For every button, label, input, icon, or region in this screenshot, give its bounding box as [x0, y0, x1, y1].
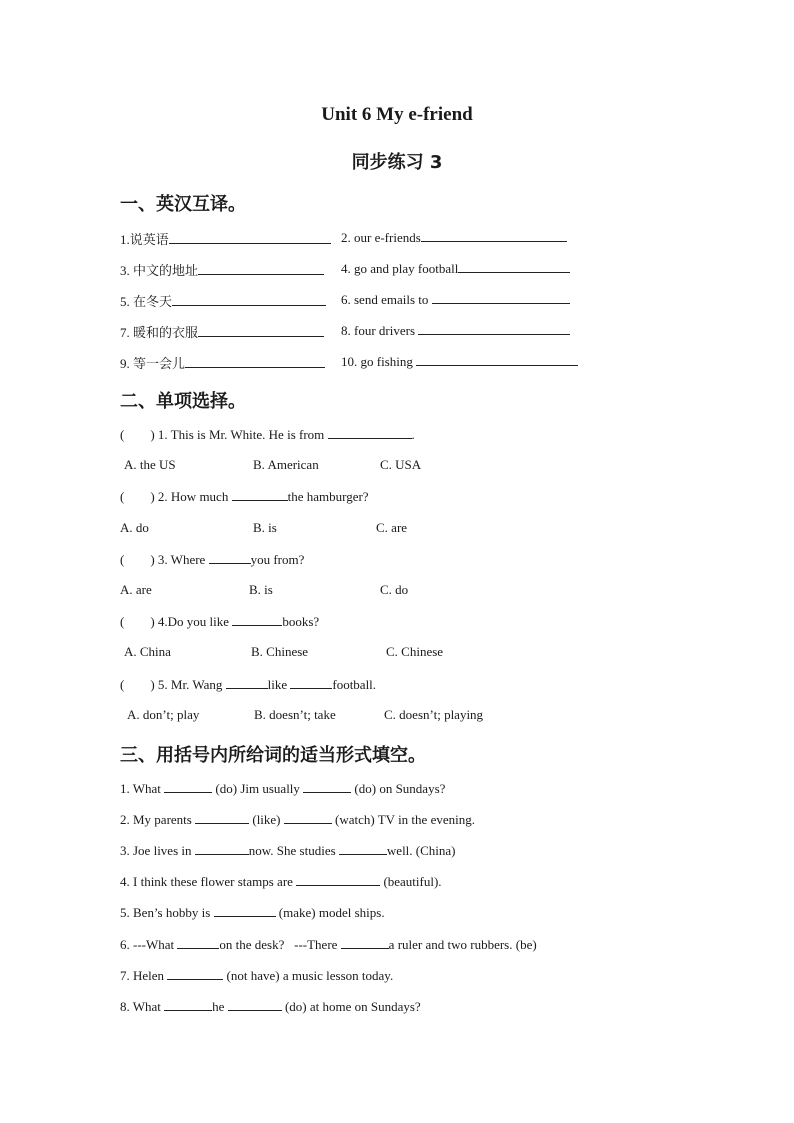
option-b[interactable]: B. is	[249, 582, 273, 597]
fill-blank[interactable]	[303, 780, 351, 793]
sentence-text: 8. What	[120, 999, 165, 1014]
option-c[interactable]: C. are	[376, 520, 408, 535]
option-a[interactable]: A. are	[120, 582, 152, 597]
fill-blank[interactable]	[296, 873, 380, 886]
fill-blank[interactable]	[164, 998, 212, 1011]
sentence-text: now. She studies	[248, 843, 339, 858]
answer-paren[interactable]: ( )	[120, 614, 155, 629]
item-text: 5. 在冬天	[120, 294, 173, 309]
sentence-text: well. (China)	[386, 843, 456, 858]
fill-blank[interactable]	[195, 811, 249, 824]
item-text: 8. four drivers	[341, 323, 419, 338]
answer-blank[interactable]	[432, 291, 570, 304]
translate-item-7	[120, 322, 324, 341]
sentence-text: 4. I think these flower stamps are	[120, 874, 297, 889]
section1-heading: 一、英汉互译。	[120, 194, 246, 215]
fill-blank[interactable]	[214, 904, 276, 917]
question-text: 3. Where	[157, 552, 209, 567]
page-subtitle: 同步练习 3	[351, 152, 443, 173]
fill-sentence-3	[120, 842, 456, 859]
sentence-text: he	[212, 999, 228, 1014]
sentence-text: 6. ---What	[120, 937, 178, 952]
answer-blank[interactable]	[418, 322, 570, 335]
fill-sentence-5	[120, 904, 385, 921]
item-text: 10. go fishing	[341, 354, 417, 369]
translate-item-4	[341, 260, 570, 277]
option-c[interactable]: C. doesn’t; playing	[384, 707, 484, 722]
option-b[interactable]: B. is	[253, 520, 277, 535]
question-text: the hamburger?	[287, 489, 369, 504]
answer-blank[interactable]	[198, 324, 324, 337]
question-text: you from?	[250, 552, 305, 567]
translate-item-10	[341, 353, 578, 370]
option-a[interactable]: A. don’t; play	[127, 707, 200, 722]
question-text: 1. This is Mr. White. He is from	[157, 427, 328, 442]
item-text: 1.说英语	[120, 232, 169, 247]
section3-heading: 三、用括号内所给词的适当形式填空。	[120, 745, 426, 766]
fill-blank[interactable]	[177, 936, 219, 949]
answer-blank[interactable]	[185, 355, 325, 368]
option-c[interactable]: C. Chinese	[386, 644, 444, 659]
fill-sentence-7	[120, 967, 393, 984]
choice-question-5	[120, 676, 376, 693]
section2-heading: 二、单项选择。	[120, 391, 246, 412]
fill-blank[interactable]	[167, 967, 223, 980]
item-text: 4. go and play football	[341, 261, 459, 276]
question-text: 5. Mr. Wang	[157, 677, 226, 692]
option-b[interactable]: B. Chinese	[251, 644, 309, 659]
question-text: football.	[332, 677, 377, 692]
answer-paren[interactable]: ( )	[120, 552, 155, 567]
choice-question-3	[120, 551, 304, 568]
sentence-text: (like)	[249, 812, 284, 827]
sentence-text: 7. Helen	[120, 968, 168, 983]
sentence-text: on the desk? ---There	[219, 937, 341, 952]
answer-blank[interactable]	[169, 231, 331, 244]
translate-item-6	[341, 291, 570, 308]
answer-paren[interactable]: ( )	[120, 427, 155, 442]
fill-sentence-6	[120, 936, 537, 953]
fill-blank[interactable]	[195, 842, 249, 855]
fill-blank[interactable]	[228, 998, 282, 1011]
question-blank	[290, 676, 332, 689]
fill-sentence-1	[120, 780, 445, 797]
item-text: 2. our e-friends	[341, 230, 421, 245]
question-blank	[232, 488, 288, 501]
translate-item-9	[120, 353, 325, 372]
question-blank	[328, 426, 412, 439]
sentence-text: (not have) a music lesson today.	[223, 968, 394, 983]
answer-blank[interactable]	[198, 262, 324, 275]
item-text: 9. 等一会儿	[120, 356, 186, 371]
question-blank	[226, 676, 268, 689]
choice-question-4	[120, 613, 319, 630]
sentence-text: 3. Joe lives in	[120, 843, 195, 858]
option-a[interactable]: A. do	[120, 520, 149, 535]
option-b[interactable]: B. doesn’t; take	[254, 707, 336, 722]
item-text: 3. 中文的地址	[120, 263, 199, 278]
question-blank	[209, 551, 251, 564]
sentence-text: (do) on Sundays?	[351, 781, 446, 796]
question-text: books?	[282, 614, 320, 629]
fill-blank[interactable]	[339, 842, 387, 855]
sentence-text: (do) at home on Sundays?	[281, 999, 421, 1014]
choice-question-2	[120, 488, 369, 505]
sentence-text: 1. What	[120, 781, 165, 796]
sentence-text: (beautiful).	[380, 874, 442, 889]
translate-item-1	[120, 229, 331, 248]
translate-item-2	[341, 229, 567, 246]
translate-item-5	[120, 291, 326, 310]
option-c[interactable]: C. USA	[380, 457, 422, 472]
answer-blank[interactable]	[458, 260, 570, 273]
option-a[interactable]: A. China	[124, 644, 171, 659]
sentence-text: a ruler and two rubbers. (be)	[388, 937, 537, 952]
fill-sentence-4	[120, 873, 442, 890]
item-text: 7. 暖和的衣服	[120, 325, 199, 340]
question-blank	[232, 613, 282, 626]
question-text: 2. How much	[157, 489, 232, 504]
translate-item-3	[120, 260, 324, 279]
fill-sentence-8	[120, 998, 421, 1015]
answer-blank[interactable]	[172, 293, 326, 306]
item-text: 6. send emails to	[341, 292, 432, 307]
answer-paren[interactable]: ( )	[120, 677, 155, 692]
option-c[interactable]: C. do	[380, 582, 409, 597]
sentence-text: (do) Jim usually	[212, 781, 304, 796]
sentence-text: (watch) TV in the evening.	[331, 812, 475, 827]
question-text: like	[267, 677, 291, 692]
question-text: 4.Do you like	[157, 614, 233, 629]
answer-blank[interactable]	[421, 229, 567, 242]
translate-item-8	[341, 322, 570, 339]
fill-blank[interactable]	[341, 936, 389, 949]
choice-question-1	[120, 426, 415, 443]
answer-blank[interactable]	[416, 353, 578, 366]
sentence-text: 2. My parents	[120, 812, 196, 827]
option-a[interactable]: A. the US	[124, 457, 176, 472]
page-title: Unit 6 My e-friend	[321, 104, 473, 125]
fill-blank[interactable]	[284, 811, 332, 824]
answer-paren[interactable]: ( )	[120, 489, 155, 504]
sentence-text: 5. Ben’s hobby is	[120, 905, 214, 920]
fill-blank[interactable]	[164, 780, 212, 793]
sentence-text: (make) model ships.	[275, 905, 385, 920]
option-b[interactable]: B. American	[253, 457, 319, 472]
fill-sentence-2	[120, 811, 475, 828]
question-text: .	[411, 427, 415, 442]
